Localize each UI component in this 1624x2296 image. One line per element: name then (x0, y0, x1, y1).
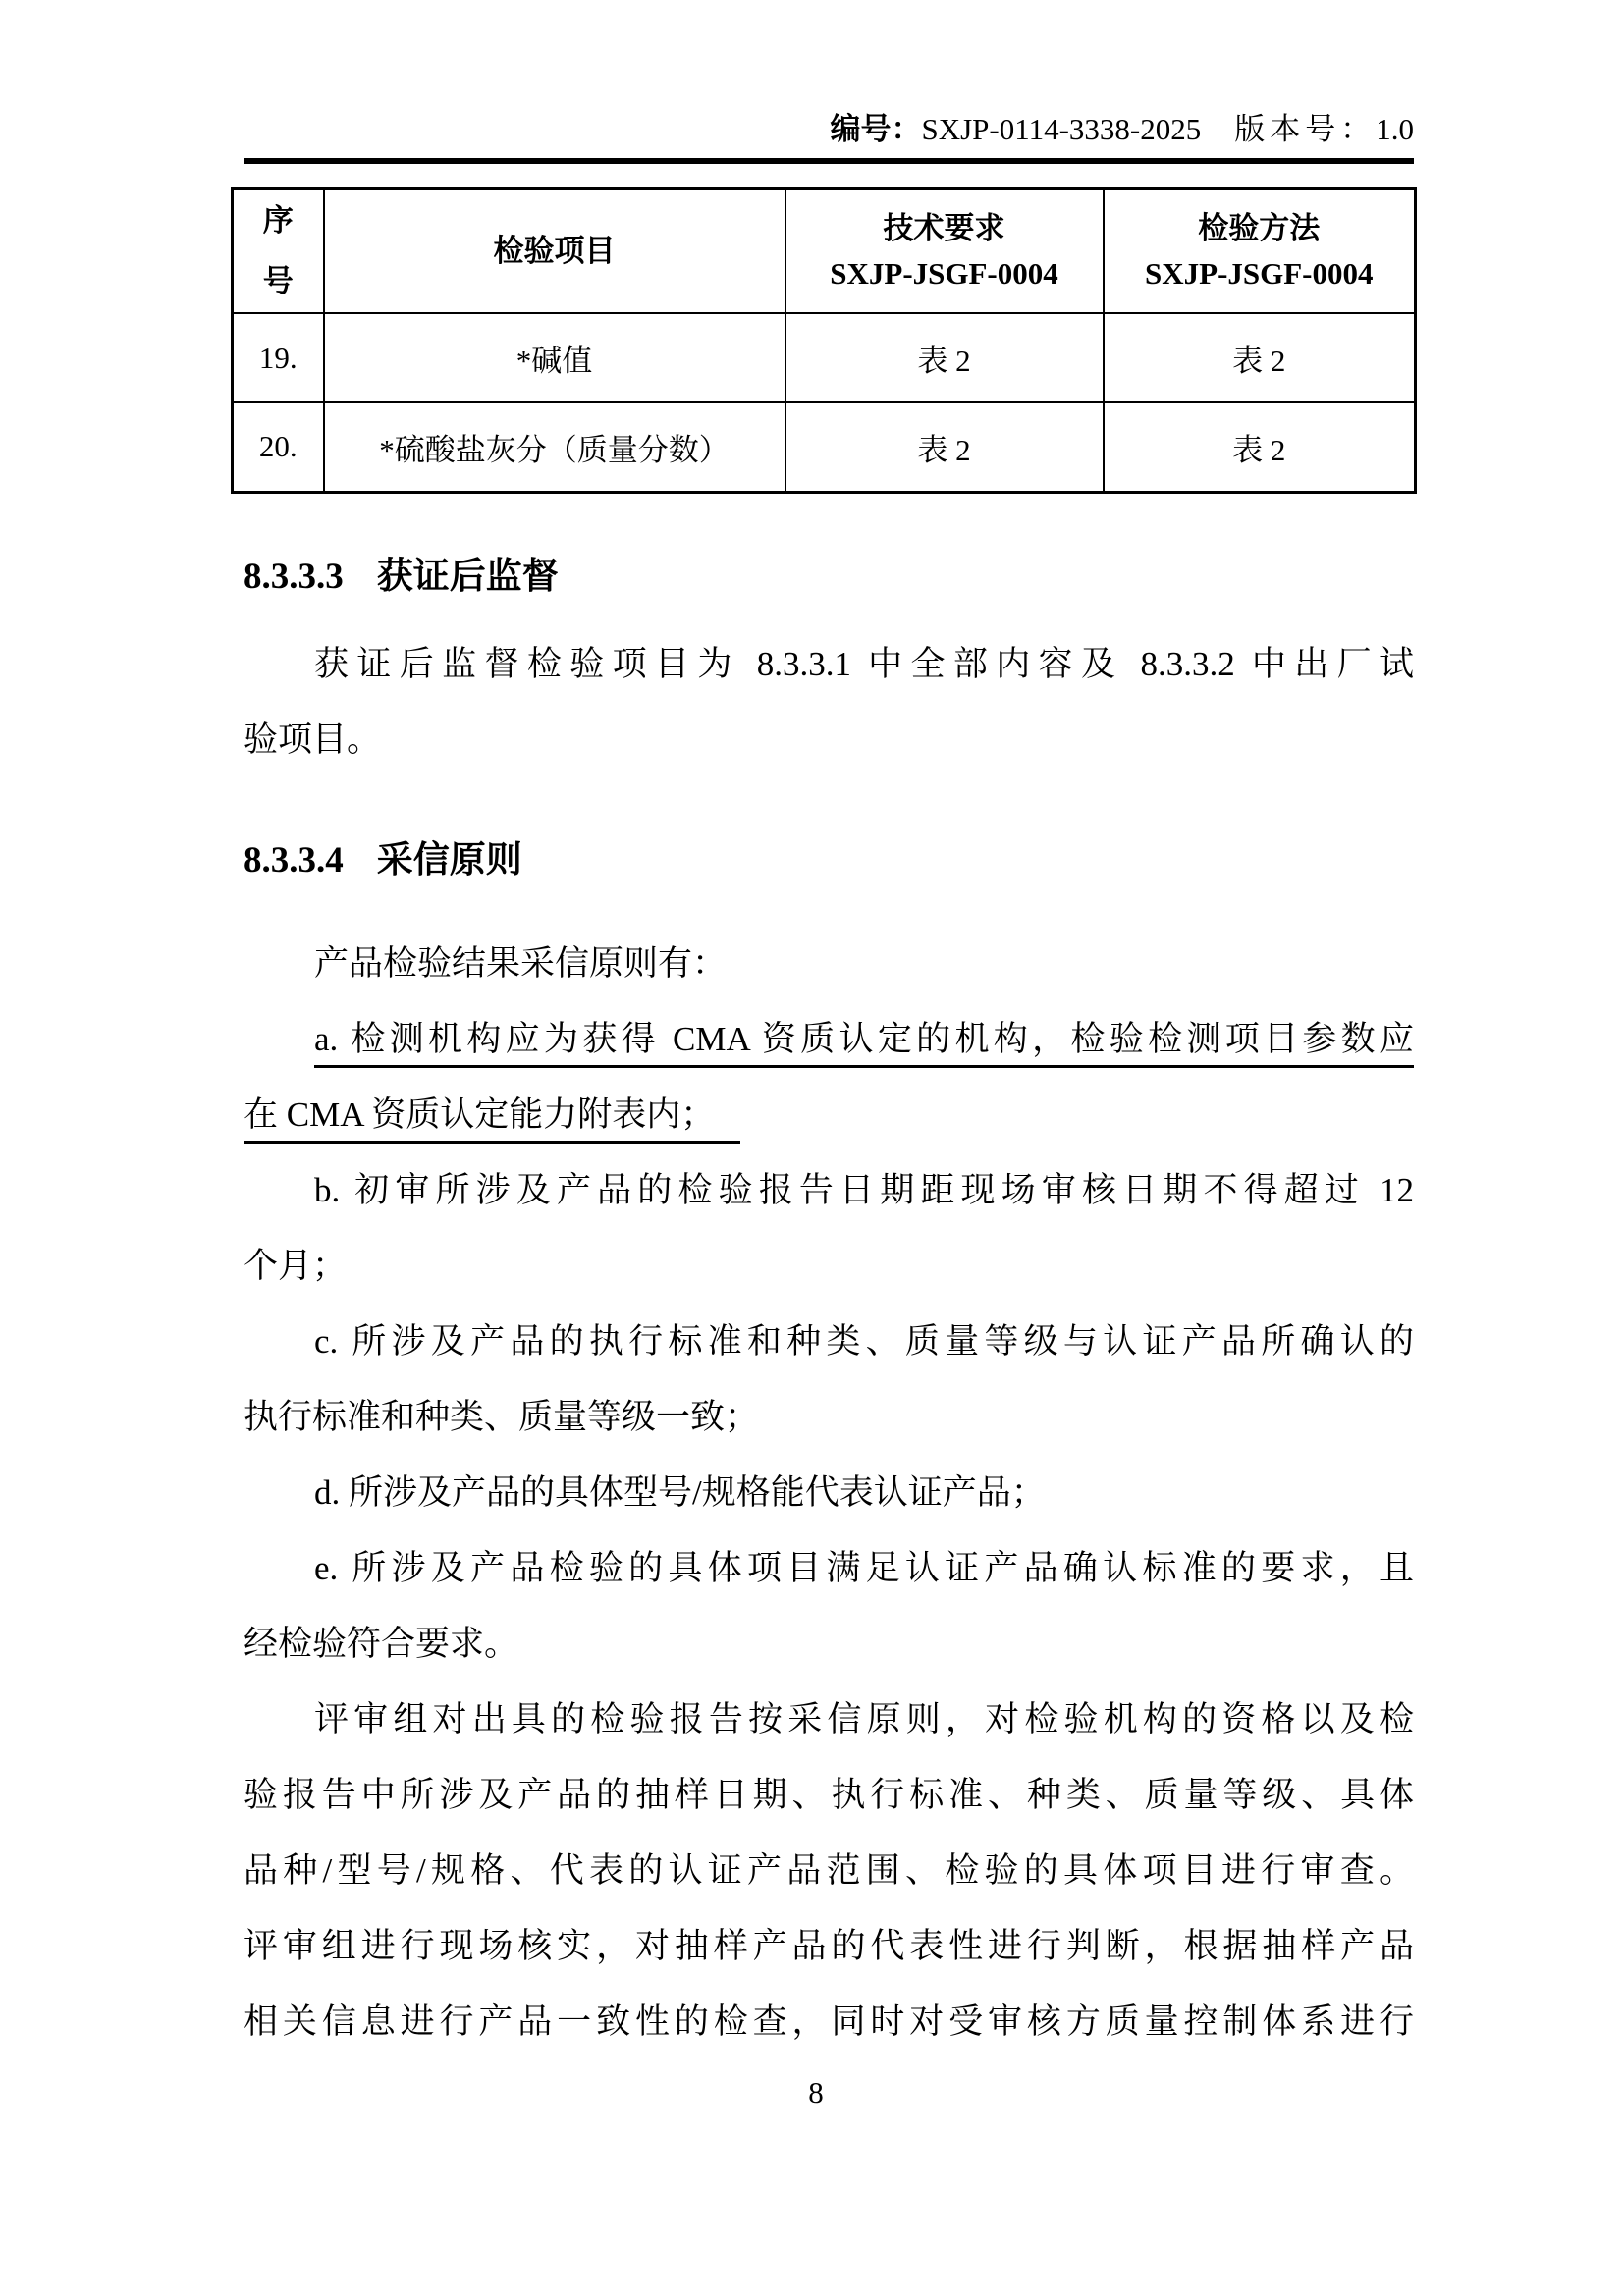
body-line: 经检验符合要求。 (244, 1624, 519, 1663)
body-line: 产品检验结果采信原则有： (314, 943, 728, 983)
body-line-underlined (244, 1077, 1414, 1152)
paragraph (244, 926, 1414, 2059)
doc-number-label: 编号： (830, 112, 922, 146)
page-content (244, 0, 1414, 2059)
table-row (233, 402, 1416, 492)
underlined-text: a. 检测机构应为获得 CMA 资质认定的机构，检验检测项目参数应 (314, 1020, 1414, 1068)
inspection-table (231, 187, 1417, 494)
column-header-requirement-code: SXJP-JSGF-0004 (830, 256, 1058, 291)
body-line: 验报告中所涉及产品的抽样日期、执行标准、种类、质量等级、具体 (244, 1775, 1414, 1814)
body-line-underlined (244, 1001, 1414, 1077)
table-body (233, 313, 1416, 492)
section-title: 采信原则 (376, 838, 522, 880)
cell-item: *硫酸盐灰分（质量分数） (324, 402, 785, 492)
body-line: 相关信息进行产品一致性的检查，同时对受审核方质量控制体系进行 (244, 2002, 1414, 2041)
body-line: b. 初审所涉及产品的检验报告日期距现场审核日期不得超过 12 (314, 1170, 1414, 1209)
cell-seq: 20. (233, 402, 324, 492)
body-line: 品种/型号/规格、代表的认证产品范围、检验的具体项目进行审查。 (244, 1850, 1414, 1890)
body-line: 评审组对出具的检验报告按采信原则，对检验机构的资格以及检 (314, 1699, 1414, 1738)
document-header (244, 0, 1414, 149)
column-header-requirement (785, 189, 1104, 314)
column-header-seq-label: 序号 (262, 203, 294, 298)
column-header-item-label: 检验项目 (493, 234, 616, 268)
table-header-row (233, 189, 1416, 314)
page-number: 8 (808, 2075, 824, 2109)
column-header-method-label: 检验方法 (1198, 211, 1321, 245)
column-header-method (1104, 189, 1416, 314)
body-line: 执行标准和种类、质量等级一致； (244, 1397, 760, 1436)
version-value: 1.0 (1376, 112, 1414, 146)
column-header-requirement-label: 技术要求 (883, 211, 1005, 245)
body-line: d. 所涉及产品的具体型号/规格能代表认证产品； (314, 1472, 1046, 1512)
cell-seq: 19. (233, 313, 324, 402)
body-line: 验项目。 (244, 720, 382, 759)
cell-item: *碱值 (324, 313, 785, 402)
body-line: e. 所涉及产品检验的具体项目满足认证产品确认标准的要求，且 (314, 1548, 1414, 1587)
body-line: 获证后监督检验项目为 8.3.3.1 中全部内容及 8.3.3.2 中出厂试 (314, 644, 1414, 683)
underlined-text: 在 CMA 资质认定能力附表内； (244, 1095, 740, 1144)
doc-number-value: SXJP-0114-3338-2025 (921, 112, 1202, 146)
version-label: 版本号： (1234, 112, 1377, 146)
table-row (233, 313, 1416, 402)
cell-requirement: 表 2 (785, 402, 1104, 492)
body-line: 评审组进行现场核实，对抽样产品的代表性进行判断，根据抽样产品 (244, 1926, 1414, 1965)
cell-requirement: 表 2 (785, 313, 1104, 402)
section-number: 8.3.3.4 (244, 839, 344, 881)
body-line: 个月； (244, 1246, 348, 1285)
section-heading-8334 (244, 834, 1414, 886)
body-line: c. 所涉及产品的执行标准和种类、质量等级与认证产品所确认的 (314, 1321, 1414, 1361)
section-number: 8.3.3.3 (244, 556, 344, 597)
column-header-method-code: SXJP-JSGF-0004 (1145, 256, 1374, 291)
cell-method: 表 2 (1104, 402, 1416, 492)
section-title: 获证后监督 (376, 555, 559, 596)
paragraph (244, 626, 1414, 777)
section-heading-8333 (244, 551, 1414, 603)
column-header-seq (233, 189, 324, 314)
cell-method: 表 2 (1104, 313, 1416, 402)
column-header-item (324, 189, 785, 314)
table-header (233, 189, 1416, 314)
header-rule (244, 158, 1414, 164)
